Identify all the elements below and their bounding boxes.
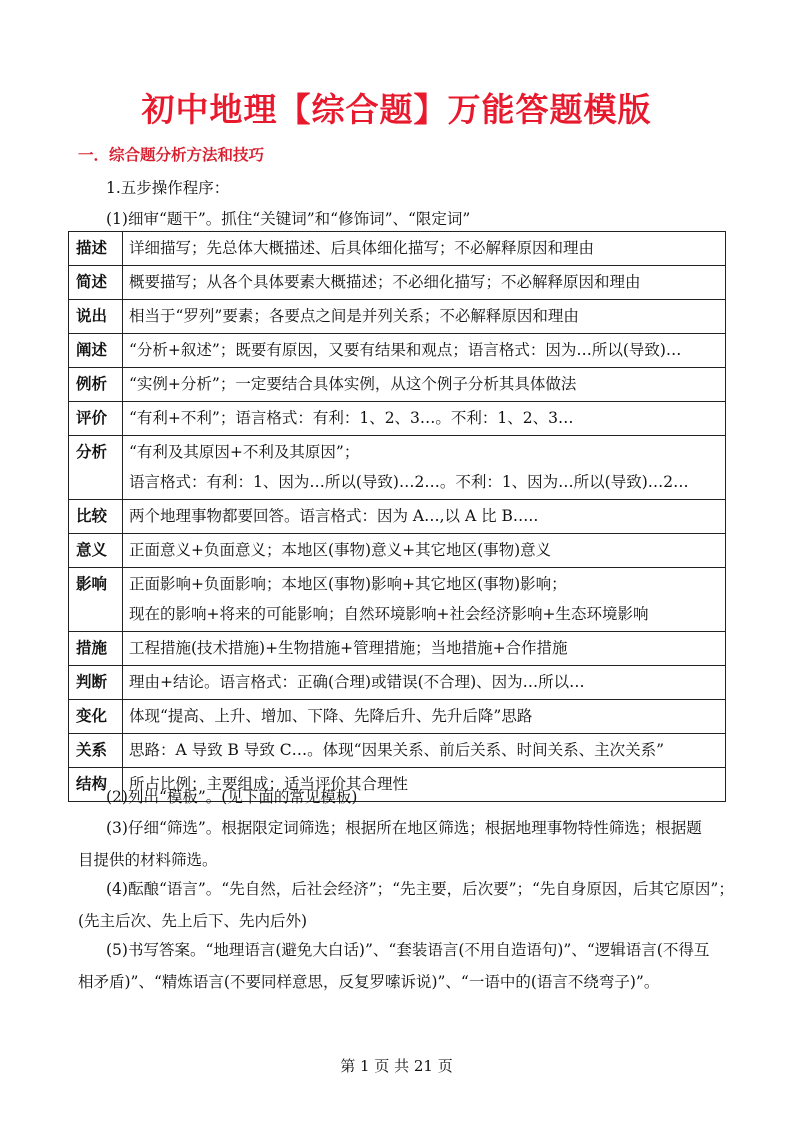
table-row <box>69 436 726 500</box>
step-2: (2)列出“模板”。(见下面的常见模板) <box>106 788 358 806</box>
description-cell <box>123 632 726 666</box>
step-3-line-2: 目提供的材料筛选。 <box>78 851 218 869</box>
table-row <box>69 402 726 436</box>
term-cell: 比较 <box>69 500 123 534</box>
table-row <box>69 632 726 666</box>
description-line: 正面影响+负面影响；本地区(事物)影响+其它地区(事物)影响； <box>129 575 567 593</box>
step-5-line-2: 相矛盾)”、“精炼语言(不要同样意思，反复罗嗦诉说)”、“一语中的(语言不绕弯子)”。 <box>78 973 660 991</box>
step-3 <box>78 812 728 876</box>
table-row <box>69 334 726 368</box>
description-line: 概要描写；从各个具体要素大概描述；不必细化描写；不必解释原因和理由 <box>129 273 641 291</box>
description-line: 现在的影响+将来的可能影响；自然环境影响+社会经济影响+生态环境影响 <box>129 605 649 623</box>
step-5-line-1: (5)书写答案。“地理语言(避免大白话)”、“套装语言(不用自造语句)”、“逻辑语言(不得互 <box>106 941 710 959</box>
description-line: “分析+叙述”；既要有原因，又要有结果和观点；语言格式：因为…所以(导致)… <box>129 341 682 359</box>
table-row <box>69 734 726 768</box>
description-line: 正面意义+负面意义；本地区(事物)意义+其它地区(事物)意义 <box>129 541 552 559</box>
table-row <box>69 500 726 534</box>
description-cell <box>123 266 726 300</box>
description-line: 工程措施(技术措施)+生物措施+管理措施；当地措施+合作措施 <box>129 639 568 657</box>
description-line: “实例+分析”；一定要结合具体实例，从这个例子分析其具体做法 <box>129 375 577 393</box>
step-1: (1)细审“题干”。抓住“关键词”和“修饰词”、“限定词” <box>106 210 471 228</box>
description-line: 详细描写；先总体大概描述、后具体细化描写；不必解释原因和理由 <box>129 239 595 257</box>
term-cell: 说出 <box>69 300 123 334</box>
term-cell: 描述 <box>69 232 123 266</box>
description-line: 两个地理事物都要回答。语言格式：因为 A…,以 A 比 B….. <box>129 507 539 525</box>
description-cell <box>123 402 726 436</box>
term-cell: 关系 <box>69 734 123 768</box>
description-line: 理由+结论。语言格式：正确(合理)或错误(不合理)、因为…所以… <box>129 673 585 691</box>
term-cell: 意义 <box>69 534 123 568</box>
term-cell: 变化 <box>69 700 123 734</box>
description-line: 语言格式：有利：1、因为…所以(导致)…2…。不利：1、因为…所以(导致)…2… <box>129 473 689 491</box>
description-line: 思路：A 导致 B 导致 C…。体现“因果关系、前后关系、时间关系、主次关系” <box>129 741 665 759</box>
term-cell: 阐述 <box>69 334 123 368</box>
document-title: 初中地理【综合题】万能答题模版 <box>141 90 652 129</box>
answer-terms-table <box>68 231 726 802</box>
description-line: 体现“提高、上升、增加、下降、先降后升、先升后降”思路 <box>129 707 533 725</box>
table-row <box>69 368 726 402</box>
step-3-line-1: (3)仔细“筛选”。根据限定词筛选；根据所在地区筛选；根据地理事物特性筛选；根据题 <box>106 819 702 837</box>
description-line: “有利+不利”；语言格式：有利：1、2、3…。不利：1、2、3… <box>129 409 574 427</box>
description-cell <box>123 436 726 500</box>
table-row <box>69 266 726 300</box>
page-footer: 第 1 页 共 21 页 <box>340 1057 453 1075</box>
term-cell: 结构 <box>69 768 123 802</box>
term-cell: 评价 <box>69 402 123 436</box>
table-row <box>69 568 726 632</box>
description-cell <box>123 232 726 266</box>
description-cell <box>123 700 726 734</box>
step-5 <box>78 934 728 998</box>
step-4-line-2: (先主后次、先上后下、先内后外) <box>78 912 308 930</box>
table-row <box>69 534 726 568</box>
description-cell <box>123 300 726 334</box>
table-row <box>69 666 726 700</box>
table-row <box>69 232 726 266</box>
step-4 <box>78 873 734 937</box>
term-cell: 简述 <box>69 266 123 300</box>
description-cell <box>123 666 726 700</box>
term-cell: 措施 <box>69 632 123 666</box>
term-cell: 判断 <box>69 666 123 700</box>
description-line: “有利及其原因+不利及其原因”； <box>129 443 360 461</box>
description-cell <box>123 534 726 568</box>
description-cell <box>123 734 726 768</box>
term-cell: 影响 <box>69 568 123 632</box>
description-line: 所占比例；主要组成；适当评价其合理性 <box>129 775 409 793</box>
table-row <box>69 300 726 334</box>
step-4-line-1: (4)酝酿“语言”。“先自然，后社会经济”；“先主要，后次要”；“先自身原因，后其它原因”； <box>106 880 734 898</box>
step-intro: 1.五步操作程序： <box>106 179 230 197</box>
description-line: 相当于“罗列”要素；各要点之间是并列关系；不必解释原因和理由 <box>129 307 579 325</box>
term-cell: 分析 <box>69 436 123 500</box>
description-cell <box>123 368 726 402</box>
description-cell <box>123 334 726 368</box>
description-cell <box>123 500 726 534</box>
table-row <box>69 700 726 734</box>
description-cell <box>123 568 726 632</box>
section-heading: 一．综合题分析方法和技巧 <box>78 146 265 164</box>
term-cell: 例析 <box>69 368 123 402</box>
